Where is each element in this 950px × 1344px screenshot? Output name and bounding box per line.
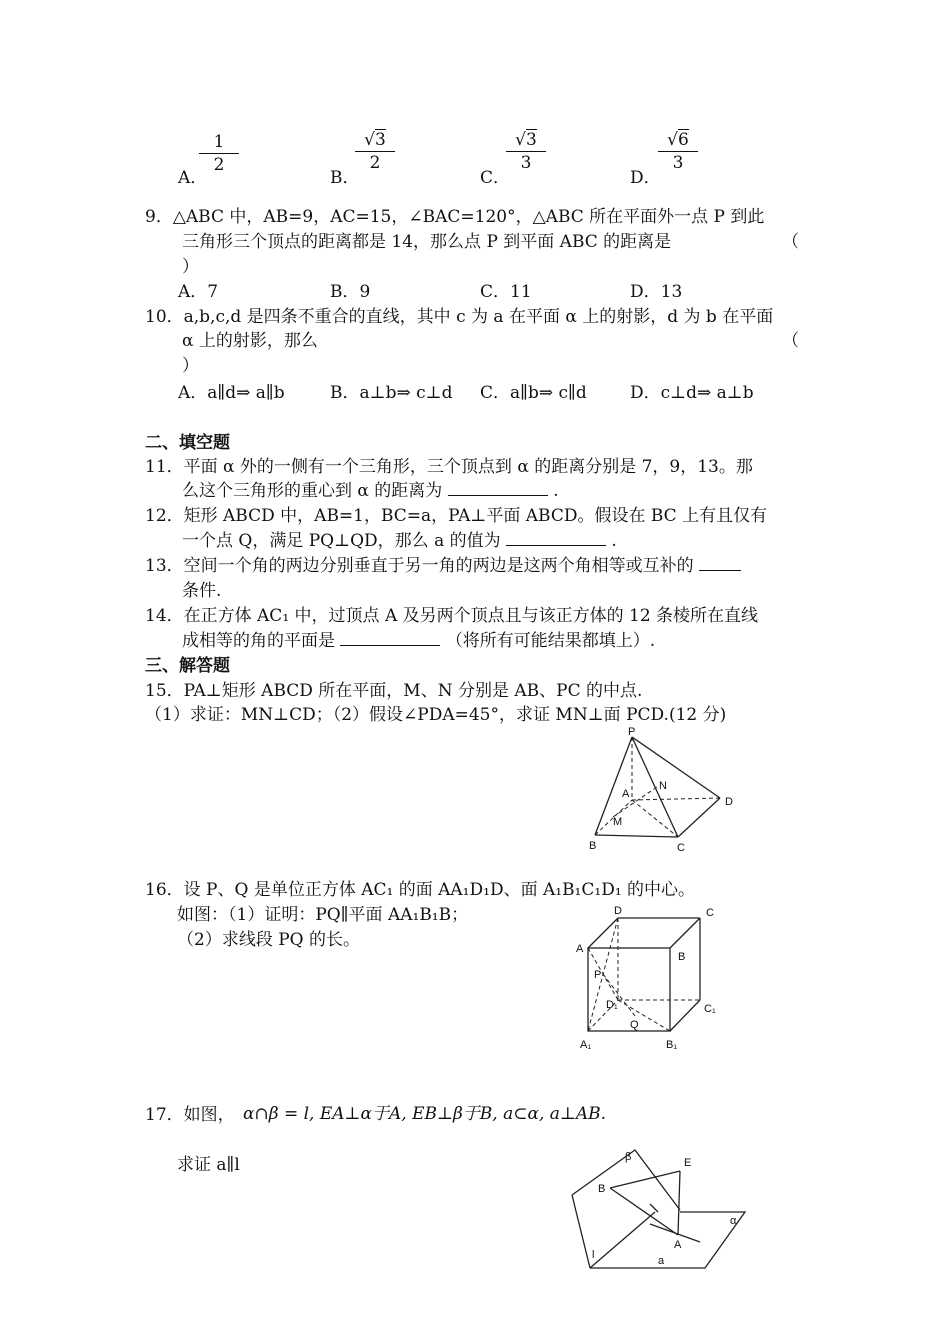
q13-line2: 条件. [182, 581, 222, 601]
q12-line1: 12．矩形 ABCD 中，AB=1，BC=a，PA⊥平面 ABCD。假设在 BC 上有且仅有 [145, 506, 768, 526]
fig17-label-beta: β [625, 1151, 632, 1163]
q9-paren-open: （ [782, 232, 799, 252]
fig17-label-a-line: a [658, 1255, 665, 1267]
fig17-label-l: l [592, 1249, 595, 1261]
q9-line1: 9．△ABC 中，AB=9，AC=15，∠BAC=120°，△ABC 所在平面外一点 P 到此 [145, 207, 765, 227]
q8-option-c-fraction: $\frac{√3}{3}$ [506, 130, 546, 173]
q14-answer-blank[interactable] [340, 645, 440, 646]
q8-option-a-label: A． [178, 168, 208, 188]
q17-formula: α∩β = l, EA⊥α于A, EB⊥β于B, a⊂α, a⊥AB. [243, 1104, 607, 1124]
q10-option-b: B．a⊥b⇒ c⊥d [330, 383, 453, 403]
q11-line1: 11．平面 α 外的一侧有一个三角形，三个顶点到 α 的距离分别是 7，9，13。那 [145, 457, 753, 477]
fig16-label-b: B [678, 951, 686, 963]
fig15-label-m: M [613, 816, 623, 828]
q10-line1: 10．a,b,c,d 是四条不重合的直线，其中 c 为 a 在平面 α 上的射影，d 为 b 在平面 [145, 307, 774, 327]
q10-option-a: A．a∥d⇒ a∥b [178, 383, 285, 403]
q11-answer-blank[interactable] [448, 495, 548, 496]
q8-b-numerator: 3 [375, 130, 386, 150]
q8-d-numerator: 6 [678, 130, 689, 150]
q11-line2-text: 么这个三角形的重心到 α 的距离为 [182, 481, 443, 501]
q10-option-c: C．a∥b⇒ c∥d [480, 383, 587, 403]
q14-line2 [182, 626, 655, 651]
q9-paren-close: ） [182, 257, 199, 277]
section-fill-in-title: 二、填空题 [145, 433, 230, 453]
q8-option-d-fraction: $\frac{√6}{3}$ [658, 130, 698, 173]
q9-option-b: B．9 [330, 282, 371, 302]
q10-line2: α 上的射影，那么 [182, 331, 318, 351]
q16-cube-figure [570, 900, 730, 1060]
q8-a-numerator: 1 [199, 132, 239, 154]
fig17-label-b: B [598, 1183, 606, 1195]
q9-line2: 三角形三个顶点的距离都是 14，那么点 P 到平面 ABC 的距离是 [182, 232, 672, 252]
q16-line3: （2）求线段 PQ 的长。 [177, 930, 360, 950]
q8-b-denominator: 2 [369, 153, 381, 173]
q9-option-c: C．11 [480, 282, 532, 302]
q8-option-b-label: B． [330, 168, 360, 188]
fig16-label-p: P [594, 969, 602, 981]
q17-line2: 求证 a∥l [177, 1155, 240, 1175]
q15-pyramid-figure [575, 725, 765, 855]
q11-line2: 么这个三角形的重心到 α 的距离为 . [182, 481, 559, 501]
q15-line2: （1）求证：MN⊥CD；（2）假设∠PDA=45°，求证 MN⊥面 PCD.(12 分) [145, 705, 727, 725]
q8-c-numerator: 3 [526, 130, 537, 150]
q13-line1-text: 13．空间一个角的两边分别垂直于另一角的两边是这两个角相等或互补的 [145, 556, 694, 576]
q10-option-d: D．c⊥d⇒ a⊥b [630, 383, 754, 403]
q10-paren-close: ） [182, 356, 199, 376]
q12-line2: 一个点 Q，满足 PQ⊥QD，那么 a 的值为 . [182, 531, 617, 551]
q8-option-d-label: D． [630, 168, 661, 188]
q9-option-a: A．7 [178, 282, 219, 302]
fig16-label-d1: D₁ [606, 999, 618, 1011]
q12-answer-blank[interactable] [506, 545, 606, 546]
fig16-label-a1: A₁ [580, 1039, 592, 1051]
q14-line1: 14．在正方体 AC₁ 中，过顶点 A 及另两个顶点且与该正方体的 12 条棱所在直线 [145, 606, 759, 626]
fig16-label-c1: C₁ [704, 1003, 716, 1015]
fig15-label-p: P [628, 726, 636, 738]
q12-line2-text: 一个点 Q，满足 PQ⊥QD，那么 a 的值为 [182, 531, 501, 551]
fig16-label-b1: B₁ [666, 1039, 678, 1051]
q8-option-c-label: C． [480, 168, 511, 188]
q17-label: 17．如图， [145, 1105, 235, 1125]
q16-line2: 如图：（1）证明：PQ∥平面 AA₁B₁B； [177, 905, 469, 925]
q15-line1: 15．PA⊥矩形 ABCD 所在平面，M、N 分别是 AB、PC 的中点. [145, 681, 643, 701]
q13-line1 [145, 551, 741, 576]
q13-answer-blank[interactable] [699, 570, 741, 571]
fig16-label-d: D [614, 905, 622, 917]
q8-a-denominator: 2 [213, 155, 225, 175]
q10-paren-open: （ [782, 331, 799, 351]
q8-option-b-fraction: $\frac{√3}{2}$ [355, 130, 395, 173]
q8-option-a-fraction [199, 132, 239, 175]
q9-option-d: D．13 [630, 282, 683, 302]
q8-d-denominator: 3 [672, 153, 684, 173]
fig16-label-c: C [706, 907, 714, 919]
q17-planes-figure [560, 1140, 760, 1275]
fig15-label-b: B [589, 840, 597, 852]
fig17-label-a: A [674, 1239, 682, 1251]
q14-tail: （将所有可能结果都填上）. [445, 631, 656, 651]
fig16-label-a: A [576, 943, 584, 955]
fig17-label-e: E [684, 1157, 692, 1169]
fig15-label-c: C [677, 842, 685, 854]
q14-line2-text: 成相等的角的平面是 [182, 631, 335, 651]
fig15-label-a: A [622, 788, 630, 800]
q8-c-denominator: 3 [520, 153, 532, 173]
fig16-label-q: Q [630, 1019, 639, 1031]
q16-line1: 16．设 P、Q 是单位正方体 AC₁ 的面 AA₁D₁D、面 A₁B₁C₁D₁ 的中心。 [145, 880, 696, 900]
fig15-label-n: N [659, 780, 667, 792]
section-answer-title: 三、解答题 [145, 656, 230, 676]
fig17-label-alpha: α [730, 1215, 737, 1227]
fig15-label-d: D [725, 796, 733, 808]
